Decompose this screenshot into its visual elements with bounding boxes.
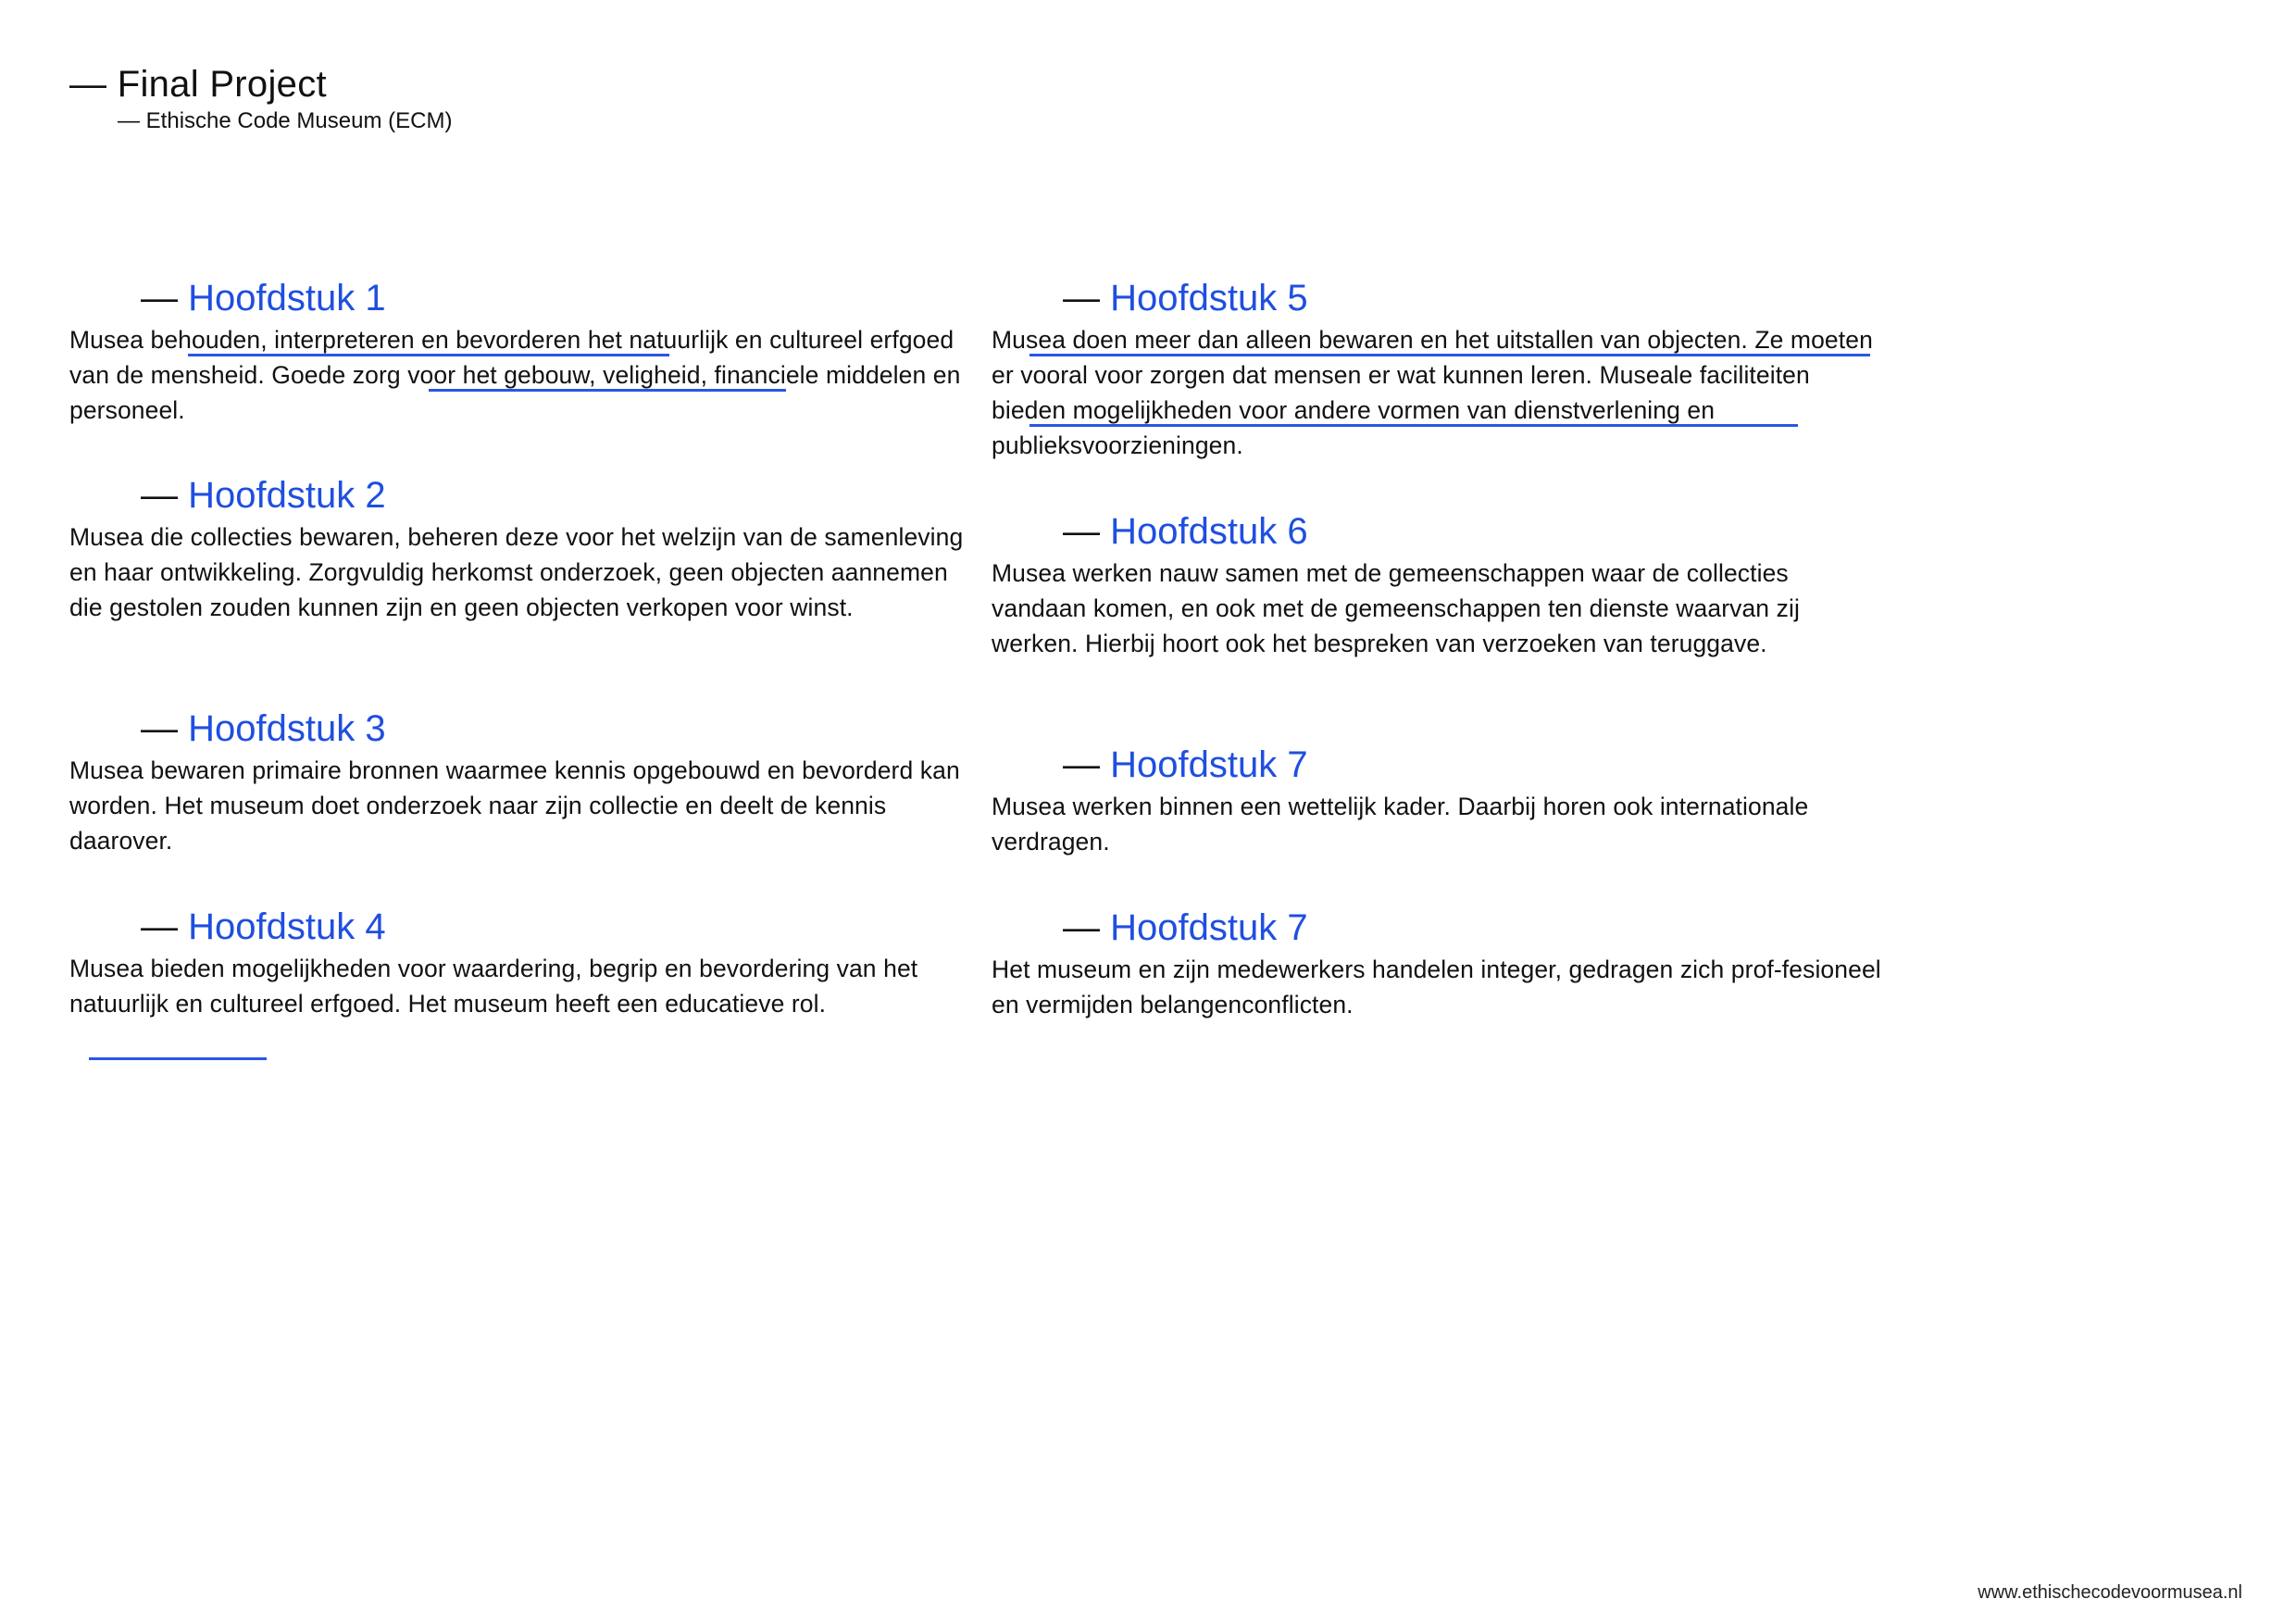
- chapter-title: Hoofdstuk 4: [188, 906, 386, 947]
- chapter-text: Musea doen meer dan alleen bewaren en het uitstallen van objecten. Ze moeten er vooral voor zorgen dat mensen er wat kunnen leren. Museale faciliteiten bieden mogelijkheden voor andere vormen van dienstverlening en publieksvoorzieningen.: [992, 326, 1873, 459]
- footer-url: www.ethischecodevoormusea.nl: [1978, 1582, 2242, 1603]
- heading-dash: —: [1063, 907, 1111, 948]
- chapter-heading: [141, 274, 967, 322]
- chapter-text: Musea die collecties bewaren, beheren deze voor het welzijn van de samenleving en haar ontwikkeling. Zorgvuldig herkomst onderzoek, geen objecten aannemen die gestolen zouden kunnen zijn en geen objecten verkopen voor winst.: [69, 523, 964, 621]
- chapter-title: Hoofdstuk 6: [1110, 511, 1308, 552]
- chapter-title: Hoofdstuk 3: [188, 708, 386, 749]
- chapter-heading: [141, 705, 967, 753]
- heading-dash: —: [1063, 511, 1111, 552]
- chapter-text: Musea werken binnen een wettelijk kader. Daarbij horen ook internationale verdragen.: [992, 793, 1809, 856]
- chapter-2: [69, 471, 967, 705]
- chapter-text: Musea bieden mogelijkheden voor waardering, begrip en bevordering van het natuurlijk en cultureel erfgoed. Het museum heeft een educatieve rol.: [69, 955, 918, 1018]
- chapter-title: Hoofdstuk 2: [188, 475, 386, 516]
- chapter-heading: [1063, 274, 1890, 322]
- heading-dash: —: [141, 906, 189, 947]
- chapter-5: [992, 274, 1890, 507]
- chapter-heading: [141, 471, 967, 519]
- chapter-heading: [1063, 507, 1890, 556]
- page-title: — Final Project: [69, 64, 327, 105]
- highlight-underline: [188, 354, 669, 356]
- chapter-title: Hoofdstuk 5: [1110, 278, 1308, 319]
- heading-dash: —: [141, 708, 189, 749]
- chapter-title: Hoofdstuk 7: [1110, 907, 1308, 948]
- page-header: [69, 61, 452, 135]
- chapter-text: Musea behouden, interpreteren en bevorderen het natuurlijk en cultureel erfgoed van de mensheid. Goede zorg voor het gebouw, veligheid, financiele middelen en personeel.: [69, 326, 961, 424]
- chapter-text: Musea werken nauw samen met de gemeenschappen waar de collecties vandaan komen, en ook met de gemeenschappen ten dienste waarvan zij werken. Hierbij hoort ook het bespreken van verzoeken van teruggave.: [992, 559, 1800, 657]
- chapter-7: [992, 741, 1890, 904]
- highlight-underline: [89, 1057, 267, 1060]
- chapter-title: Hoofdstuk 7: [1110, 744, 1308, 785]
- chapter-1: [69, 274, 967, 471]
- chapter-4: [69, 903, 967, 1021]
- chapter-6: [992, 507, 1890, 741]
- highlight-underline: [1029, 354, 1870, 356]
- chapter-text: Musea bewaren primaire bronnen waarmee kennis opgebouwd en bevorderd kan worden. Het museum doet onderzoek naar zijn collectie en deelt de kennis daarover.: [69, 756, 960, 855]
- heading-dash: —: [1063, 278, 1111, 319]
- chapters-right-column: [992, 274, 1890, 1022]
- highlight-underline: [429, 389, 786, 392]
- page-subtitle: — Ethische Code Museum (ECM): [118, 108, 453, 133]
- chapter-heading: [1063, 904, 1890, 952]
- chapter-text: Het museum en zijn medewerkers handelen integer, gedragen zich prof-fesioneel en vermijden belangenconflicten.: [992, 956, 1881, 1018]
- chapters-left-column: [69, 274, 967, 1021]
- heading-dash: —: [141, 475, 189, 516]
- chapter-3: [69, 705, 967, 903]
- chapter-heading: [1063, 741, 1890, 789]
- highlight-underline: [1029, 424, 1798, 427]
- heading-dash: —: [1063, 744, 1111, 785]
- heading-dash: —: [141, 278, 189, 319]
- chapter-heading: [141, 903, 967, 951]
- chapter-8: [992, 904, 1890, 1022]
- chapter-title: Hoofdstuk 1: [188, 278, 386, 319]
